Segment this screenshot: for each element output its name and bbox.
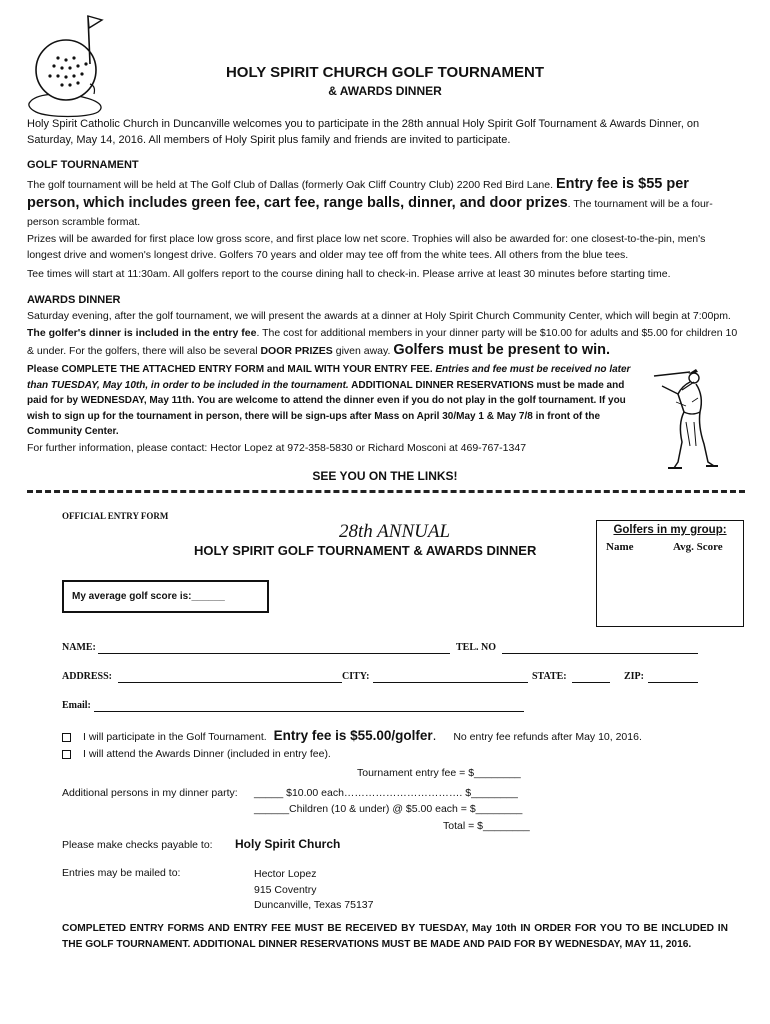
mailed-to-label: Entries may be mailed to: [62,867,181,879]
checks-payable-label: Please make checks payable to: [62,839,213,851]
adults-fee-line[interactable]: _____ $10.00 each……………………………. $________ [254,787,518,799]
additional-persons-label: Additional persons in my dinner party: [62,787,238,799]
dinner-intro-text: Saturday evening, after the golf tournament, we will present the awards at a dinner at Holy Spirit Church Community Center, which will begin at 7:00pm. [27,310,731,322]
golfers-group-title: Golfers in my group: [613,524,727,536]
see-you-banner: SEE YOU ON THE LINKS! [312,469,458,483]
refund-notice: No entry fee refunds after May 10, 2016. [453,731,642,743]
dinner-attendance-option [62,748,331,760]
golf-fee-text: Entry fee is $55 per person, which includes green fee, cart fee, range balls, dinner, and door prizes [27,176,689,211]
dinner-included-text: The golfer's dinner is included in the entry fee [27,327,257,339]
golf-location-text: The golf tournament will be held at The Golf Club of Dallas (formerly Oak Cliff Country Club) 2200 Red Bird Lane. [27,179,554,191]
state-label: STATE: [532,671,567,682]
form-annual-title: 28th ANNUAL [339,521,451,542]
golf-paragraph-1 [27,175,742,231]
dinner-cost-text: . The cost for additional members in your dinner party will be $10.00 for adults and $5.00 for children 10 & under. For the golfers, there will also be several [27,327,738,357]
address-field[interactable] [118,672,342,683]
golf-participation-checkbox[interactable] [62,733,71,742]
tel-field[interactable] [502,643,698,654]
golf-format-text: . The tournament will be a four-person scramble format. [27,198,713,228]
name-label: NAME: [62,642,96,653]
golfer-icon [648,362,720,474]
intro-paragraph: Holy Spirit Catholic Church in Duncanville welcomes you to participate in the 28th annual Holy Spirit Golf Tournament & Awards Dinner, on Saturday, May 14, 2016. All members of Holy Spirit plus family and friends are invited to participate. [27,118,700,146]
email-label: Email: [62,700,91,711]
page-subtitle: & AWARDS DINNER [328,84,442,98]
zip-field[interactable] [648,672,698,683]
dinner-attendance-checkbox[interactable] [62,750,71,759]
mailing-city: Duncanville, Texas 75137 [254,899,374,911]
zip-label: ZIP: [624,671,644,682]
mail-notice-part2: Entries and fee must be received no later than TUESDAY, May 10th, in order to be included in the tournament. [27,364,631,391]
golf-heading: GOLF TOURNAMENT [27,159,139,171]
door-prizes-text: DOOR PRIZES [260,345,333,357]
avg-score-field: My average golf score is:______ [72,591,225,602]
final-notice: COMPLETED ENTRY FORMS AND ENTRY FEE MUST BE RECEIVED BY TUESDAY, May 10th IN ORDER FOR YOU TO BE INCLUDED IN THE GOLF TOURNAMENT. ADDITIONAL DINNER RESERVATIONS MUST BE MADE AND PAID FOR BY WEDNESDAY, MAY 11, 2016. [62,923,728,950]
contact-line: For further information, please contact: Hector Lopez at 972-358-5830 or Richard Mosconi at 469-767-1347 [27,442,527,454]
entry-form-label: OFFICIAL ENTRY FORM [62,511,169,521]
present-to-win-text: Golfers must be present to win. [393,342,611,358]
address-label: ADDRESS: [62,671,113,682]
mail-notice-part3: ADDITIONAL DINNER RESERVATIONS must be made and paid for by WEDNESDAY, May 11th. You are welcome to attend the dinner even if you do not play in the golf tournament. If you wish to sign up for the tournament in person, there will be sign-ups after Mass on April 30/May 1 & May 7/8 in front of the Community Center. [27,379,626,437]
tel-label: TEL. NO [456,642,497,653]
state-field[interactable] [572,672,610,683]
name-field[interactable] [98,643,450,654]
dinner-paragraph [27,308,742,360]
dinner-heading: AWARDS DINNER [27,294,121,306]
golf-paragraph-3: Tee times will start at 11:30am. All golfers report to the course dining hall to check-in. Please arrive at least 30 minutes before starting time. [27,268,671,280]
dinner-given-text: given away. [335,345,391,357]
tournament-fee-line[interactable]: Tournament entry fee = $________ [357,767,521,779]
golfer-fee-text: Entry fee is $55.00/golfer [273,728,433,743]
avg-score-box[interactable] [62,580,269,613]
total-fee-line[interactable]: Total = $________ [443,820,530,832]
group-name-column: Name [606,541,634,553]
dinner-attendance-text: I will attend the Awards Dinner (included in entry fee). [83,748,331,760]
golf-paragraph-2: Prizes will be awarded for first place low gross score, and first place low net score. Trophies will also be awarded for: one closest-to-the-pin, men's longest drive and women's longest drive. Golfers 70 years and older may tee off from the white tees. All others from the blue tees. [27,233,706,261]
children-fee-line[interactable]: ______Children (10 & under) @ $5.00 each = $________ [254,803,523,815]
mail-notice [27,362,639,440]
golf-participation-text: I will participate in the Golf Tournament. [83,731,267,743]
golf-participation-option: I will participate in the Golf Tournament. Entry fee is $55.00/golfer. No entry fee refunds after May 10, 2016. [62,728,642,743]
mailing-street: 915 Coventry [254,883,317,896]
city-label: CITY: [342,671,370,682]
golfers-group-box[interactable] [596,520,744,627]
group-avg-score-column: Avg. Score [673,541,723,553]
cut-line-divider [27,490,745,493]
email-field[interactable] [94,701,524,712]
mailing-address [254,867,373,914]
mailing-name: Hector Lopez [254,868,317,880]
mail-notice-part1: Please COMPLETE THE ATTACHED ENTRY FORM and MAIL WITH YOUR ENTRY FEE. [27,364,433,375]
page-title: HOLY SPIRIT CHURCH GOLF TOURNAMENT [225,64,545,81]
city-field[interactable] [373,672,528,683]
form-event-title: HOLY SPIRIT GOLF TOURNAMENT & AWARDS DINNER [194,543,537,558]
checks-payable-value: Holy Spirit Church [235,837,341,851]
